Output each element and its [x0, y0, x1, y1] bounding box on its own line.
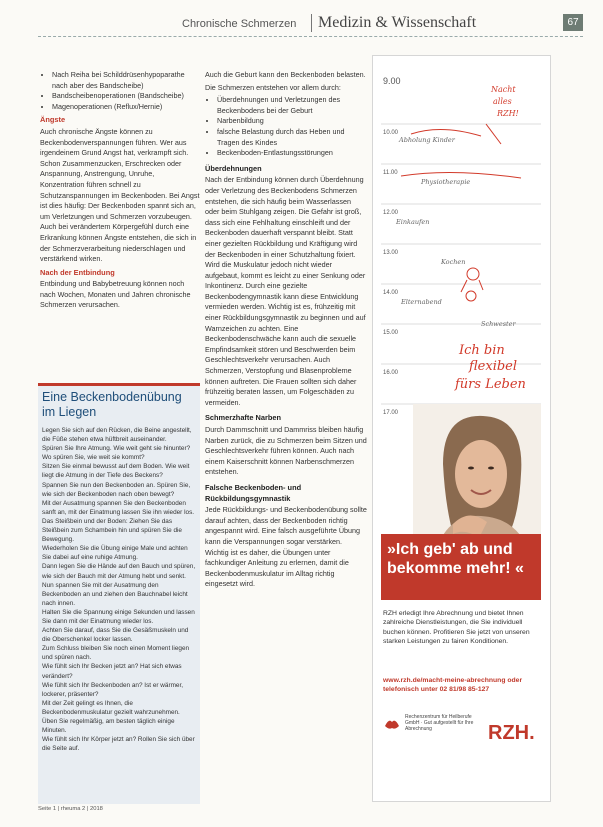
slogan-banner: »Ich geb' ab und bekomme mehr! «	[381, 534, 541, 600]
box-line: Halten Sie die Spannung einige Sekunden und lassen Sie dann mit der Einatmung wieder los.	[42, 608, 195, 625]
left-column	[40, 70, 200, 313]
note: Elternabend	[401, 298, 442, 306]
middle-bullet: • Beckenboden-Entlastungsstörungen	[217, 148, 367, 159]
handwriting: Nacht	[491, 85, 516, 94]
note: Physiotherapie	[421, 178, 471, 186]
paragraph: Nach der Entbindung können durch Überdehnung oder Verletzung des Beckenbodens Schmerzen entstehen, die sich häufig beim Wasserlassen oder beim Stuhlgang zeigen. Die Gefahr ist groß, dass sich eine Fehlhaltung einschleift und der Beckenboden dauerhaft verspannt bleibt. Statt einer gezielten Rückbildung und Kräftigung wird der Beckenboden in einer Schutzhaltung fixiert. Wird die Muskulatur jedoch nicht wieder aufgebaut, kommt es leicht zu einer Senkung oder Inkontinenz. Durch eine gezielte Beckenbodengymnastik kann diese Entwicklung vermieden werden. Wichtig ist es, frühzeitig mit einer Rückbildungsgymnastik zu beginnen und auf Warnzeichen zu achten. Eine Beckenbodenschwäche kann auch die sexuelle Empfindsamkeit stören und Beschwerden beim Geschlechtsverkehr verursachen. Auch Schmerzen, Verstopfung und Blasenprobleme können auftreten. Die Frauen sollten sich daher frühzeitig beraten lassen, um Folgeschäden zu vermeiden.	[205, 175, 366, 407]
box-line: Wie fühlt sich Ihr Beckenboden an? Ist er wärmer, lockerer, präsenter?	[42, 681, 184, 698]
box-line: Sitzen Sie einmal bewusst auf dem Boden. Wie weit liegt die Atmung in der Tiefe des Beckens?	[42, 463, 190, 480]
header-section: Chronische Schmerzen	[182, 18, 297, 30]
note: Schwester	[481, 320, 516, 328]
box-line: Mit der Zeit gelingt es Ihnen, die Beckenbodenmuskulatur gezielt wahrzunehmen.	[42, 699, 180, 716]
box-line: Üben Sie regelmäßig, am besten täglich einige Minuten.	[42, 718, 175, 735]
middle-column	[205, 70, 367, 592]
box-line: Wie fühlt sich Ihr Körper jetzt an? Rollen Sie sich über die Seite auf.	[42, 736, 195, 753]
partner-seal-icon	[383, 716, 401, 734]
heading-entbindung: Nach der Entbindung	[40, 267, 115, 277]
page-number: 67	[563, 14, 583, 31]
handwriting: RZH!	[497, 109, 519, 118]
left-bullet: • Bandscheibenoperationen (Bandscheibe)	[52, 91, 200, 102]
header-rule	[38, 36, 583, 37]
box-line: Legen Sie sich auf den Rücken, die Beine angestellt, die Füße stehen etwa hüftbreit auseinander.	[42, 427, 192, 444]
schedule-time: 13.00	[383, 250, 399, 256]
box-line: Spüren Sie Ihre Atmung. Wie weit geht sie hinunter? Wo spüren Sie, wie weit sie kommt?	[42, 445, 191, 462]
schedule-time: 11.00	[383, 170, 398, 176]
header-divider	[311, 14, 312, 32]
heading-narben: Schmerzhafte Narben	[205, 413, 281, 423]
box-line: Mit der Ausatmung spannen Sie den Beckenboden sanft an, mit der Einatmung lassen Sie ihn wieder los.	[42, 499, 195, 516]
handwriting: Ich bin	[459, 343, 505, 358]
box-line: Wie fühlt sich Ihr Becken jetzt an? Hat sich etwas verändert?	[42, 663, 182, 680]
schedule-time: 9.00	[383, 76, 401, 86]
schedule-time: 12.00	[383, 210, 399, 216]
box-line: Das Steißbein und der Boden: Ziehen Sie das Steißbein zum Schambein hin und spüren Sie die Bewegung.	[42, 517, 182, 544]
paragraph: Jede Rückbildungs- und Beckenbodenübung sollte darauf achten, dass der Beckenboden richtig angespannt wird. Eine falsch ausgeführte Übung kann die Verspannungen sogar verstärken. Wichtig ist es daher, die Übungen unter fachkundiger Anleitung zu erlernen, damit die Beckenbodenmuskulatur im Alltag richtig eingesetzt wird.	[205, 505, 367, 589]
box-line: Dann legen Sie die Hände auf den Bauch und spüren, wie sich der Bauch mit der Atmung hebt und senkt.	[42, 563, 196, 580]
ad-footer	[383, 714, 541, 744]
box-line: Nun spannen Sie mit der Ausatmung den Beckenboden an und ziehen den Bauchnabel leicht nach innen.	[42, 581, 188, 607]
paragraph: Die Schmerzen entstehen vor allem durch:	[205, 82, 341, 92]
middle-bullet: • Narbenbildung	[217, 116, 367, 127]
schedule-time: 14.00	[383, 290, 399, 296]
middle-bullets	[205, 95, 367, 159]
note: Einkaufen	[396, 218, 430, 226]
schedule-time: 17.00	[383, 410, 399, 416]
rzh-advertisement	[372, 55, 551, 802]
middle-bullet: • Überdehnungen und Verletzungen des Beckenbodens bei der Geburt	[217, 95, 367, 116]
paragraph: Auch chronische Ängste können zu Beckenbodenverspannungen führen. Wer aus irgendeinem Grund Angst hat, verkrampft sich. Schon Zusammenzucken, Erschrecken oder Anspannung, Anstrengung, Unruhe, Konzentration führen schnell zu Schutzanspannungen im Beckenboden. Bei Angst ist dies häufig: Der Beckenboden spannt sich an, um Verletzungen und Schmerzen vorzubeugen. Auch bei verändertem Körpergefühl durch eine Erkrankung können Ängste entstehen, die sich in der Schmerzverarbeitung niederschlagen und verstärkend wirken.	[40, 126, 200, 264]
note: Kochen	[441, 258, 466, 266]
left-bullets	[40, 70, 200, 112]
header-title: Medizin & Wissenschaft	[318, 14, 477, 31]
handwriting: flexibel	[469, 359, 518, 374]
note: Abholung Kinder	[399, 136, 455, 144]
handwriting: alles	[493, 97, 512, 106]
box-title: Eine Beckenbodenübung im Liegen	[42, 390, 182, 419]
ad-description: RZH erledigt Ihre Abrechnung und bietet Ihnen zahlreiche Dienstleistungen, die Sie individuell buchen können. Profitieren Sie jetzt von unseren starken Leistungen zu fairen Konditionen.	[383, 610, 530, 646]
schedule-time: 16.00	[383, 370, 399, 376]
heading-gymnastik: Falsche Beckenboden- und Rückbildungsgymnastik	[205, 482, 302, 503]
heading-angste: Ängste	[40, 115, 66, 125]
middle-bullet: • falsche Belastung durch das Heben und Tragen des Kindes	[217, 127, 367, 148]
rzh-logo: RZH.	[488, 722, 535, 744]
schedule-time: 15.00	[383, 330, 399, 336]
box-line: Wiederholen Sie die Übung einige Male und achten Sie dabei auf eine ruhige Atmung.	[42, 545, 188, 562]
paragraph: Auch die Geburt kann den Beckenboden belasten.	[205, 70, 366, 79]
box-text	[42, 426, 198, 753]
handwriting: fürs Leben	[455, 377, 526, 392]
box-line: Spannen Sie nun den Beckenboden an. Spüren Sie, wie sich der Beckenboden nach oben bewegt?	[42, 481, 191, 498]
paragraph: Entbindung und Babybetreuung können noch nach Wochen, Monaten und Jahren chronische Schmerzen verursachen.	[40, 279, 191, 310]
schedule-time: 10.00	[383, 130, 399, 136]
heading-ueberdehnungen: Überdehnungen	[205, 163, 262, 173]
left-bullet: • Magenoperationen (Reflux/Hernie)	[52, 102, 200, 113]
partner-text: Rechenzentrum für Heilberufe GmbH · Gut aufgestellt für Ihre Abrechnung	[405, 714, 474, 732]
box-line: Achten Sie darauf, dass Sie die Gesäßmuskeln und die Oberschenkel locker lassen.	[42, 627, 189, 644]
calendar-paper-illustration	[381, 64, 541, 416]
page-footer: Seite 1 | rheuma 2 | 2018	[38, 806, 103, 812]
left-bullet: • Nach Reiha bei Schilddrüsenhypoparathe nach aber des Bandscheibe)	[52, 70, 200, 91]
box-line: Zum Schluss bleiben Sie noch einen Moment liegen und spüren nach.	[42, 645, 190, 662]
paragraph: Durch Dammschnitt und Dammriss bleiben häufig Narben zurück, die zu Schmerzen beim Sitzen und Geschlechtsverkehr führen können. Auch nach einem Kaiserschnitt können Narbenschmerzen entstehen.	[205, 425, 367, 477]
ad-url-link[interactable]: www.rzh.de/macht-meine-abrechnung oder telefonisch unter 02 81/98 85-127	[383, 677, 523, 693]
exercise-box	[38, 383, 200, 804]
